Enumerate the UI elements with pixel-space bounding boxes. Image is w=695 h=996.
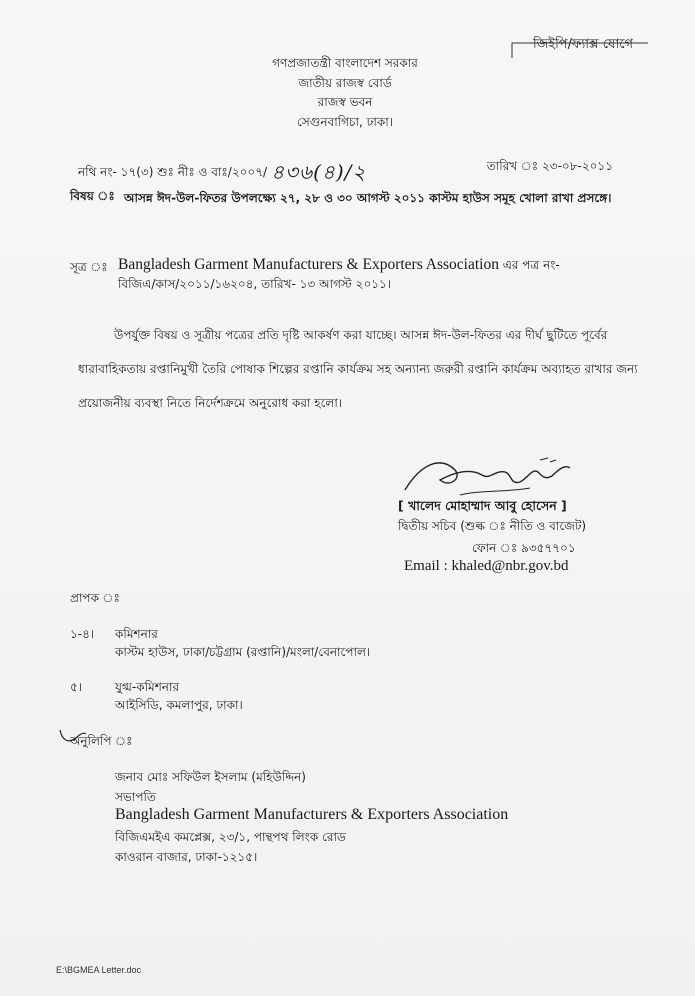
copy-recipient-address-line1: বিজিএমইএ কমপ্লেক্স, ২৩/১, পান্থপথ লিংক রোড <box>115 830 346 844</box>
recipient-address: কাস্টম হাউস, ঢাকা/চট্টগ্রাম (রপ্তানি)/মংলা/বেনাপোল। <box>115 645 371 659</box>
file-number-label: নথি নং- ১৭(৩) শুঃ নীঃ ও বাঃ/২০০৭/ <box>78 165 268 179</box>
signatory-title: দ্বিতীয় সচিব (শুল্ক ঃ নীতি ও বাজেট) <box>398 519 587 533</box>
letterhead <box>255 54 435 132</box>
letterhead-building: রাজস্ব ভবন <box>317 95 373 109</box>
body-paragraph: উপর্যুক্ত বিষয় ও সূত্রীয় পত্রের প্রতি দৃষ্টি আকর্ষণ করা যাচ্ছে। আসন্ন ঈদ-উল-ফিতর এর দীর্ঘ ছুটিতে পূর্বের ধারাবাহিকতায় রপ্তানিমুখী তৈরি পোষাক শিল্পের রপ্তানি কার্যক্রম সহ অন্যান্য জরুরী রপ্তানি কার্যক্রম অব্যাহত রাখার জন্য প্রয়োজনীয় ব্যবস্থা নিতে নির্দেশক্রমে অনুরোধ করা হলো। <box>78 328 638 410</box>
recipient-number: ৫। <box>70 680 83 694</box>
reference-text <box>118 255 638 294</box>
copy-to-label: অনুলিপি ঃ <box>70 734 133 748</box>
copy-recipient-address-line2: কাওরান বাজার, ঢাকা-১২১৫। <box>115 850 258 864</box>
bracket-mark-decoration <box>510 40 650 62</box>
handwritten-signature <box>400 450 580 505</box>
reference-org: Bangladesh Garment Manufacturers & Exporters Association <box>118 256 499 273</box>
recipient-address: আইসিডি, কমলাপুর, ঢাকা। <box>115 698 243 712</box>
recipients-label: প্রাপক ঃ <box>70 591 120 605</box>
letter-date: তারিখ ঃ ২৩-০৮-২০১১ <box>486 159 613 173</box>
file-number-handwritten: ৪৩৬(৪)/২ <box>271 160 367 184</box>
recipient-title: কমিশনার <box>115 627 158 641</box>
copy-recipient-org: Bangladesh Garment Manufacturers & Exporters Association <box>115 806 509 823</box>
recipient-number: ১-৪। <box>70 627 95 641</box>
letterhead-location: সেগুনবাগিচা, ঢাকা। <box>296 114 394 129</box>
signatory-name: [ খালেদ মোহাম্মাদ আবু হোসেন ] <box>398 498 567 513</box>
signatory-phone: ফোন ঃ ৯৩৫৭৭০১ <box>472 541 576 555</box>
transmission-note: জিইপি/ফ্যাক্স যোগে <box>532 37 633 52</box>
copy-recipient-name: জনাব মোঃ সফিউল ইসলাম (মহিউদ্দিন) <box>115 770 306 784</box>
letterhead-board: জাতীয় রাজস্ব বোর্ড <box>298 75 392 90</box>
subject-label: বিষয় ঃ <box>70 189 115 203</box>
recipient-title: যুগ্ম-কমিশনার <box>115 680 180 694</box>
footer-file-path: E:\BGMEA Letter.doc <box>56 965 142 975</box>
letterhead-government: গণপ্রজাতন্ত্রী বাংলাদেশ সরকার <box>272 56 418 70</box>
copy-recipient-role: সভাপতি <box>115 790 156 804</box>
reference-label: সূত্র ঃ <box>70 260 108 274</box>
reference-text-line1: এর পত্র নং- <box>498 258 560 272</box>
file-number <box>78 158 366 191</box>
signatory-email: Email : khaled@nbr.gov.bd <box>404 558 569 574</box>
reference-text-line2: বিজিএ/কাস/২০১১/১৬২০৪, তারিখ- ১৩ আগস্ট ২০১১। <box>118 277 392 291</box>
subject-text: আসন্ন ঈদ-উল-ফিতর উপলক্ষ্যে ২৭, ২৮ ও ৩০ আগস্ট ২০১১ কাস্টম হাউস সমূহ খোলা রাখা প্রসঙ্গে। <box>124 191 612 205</box>
